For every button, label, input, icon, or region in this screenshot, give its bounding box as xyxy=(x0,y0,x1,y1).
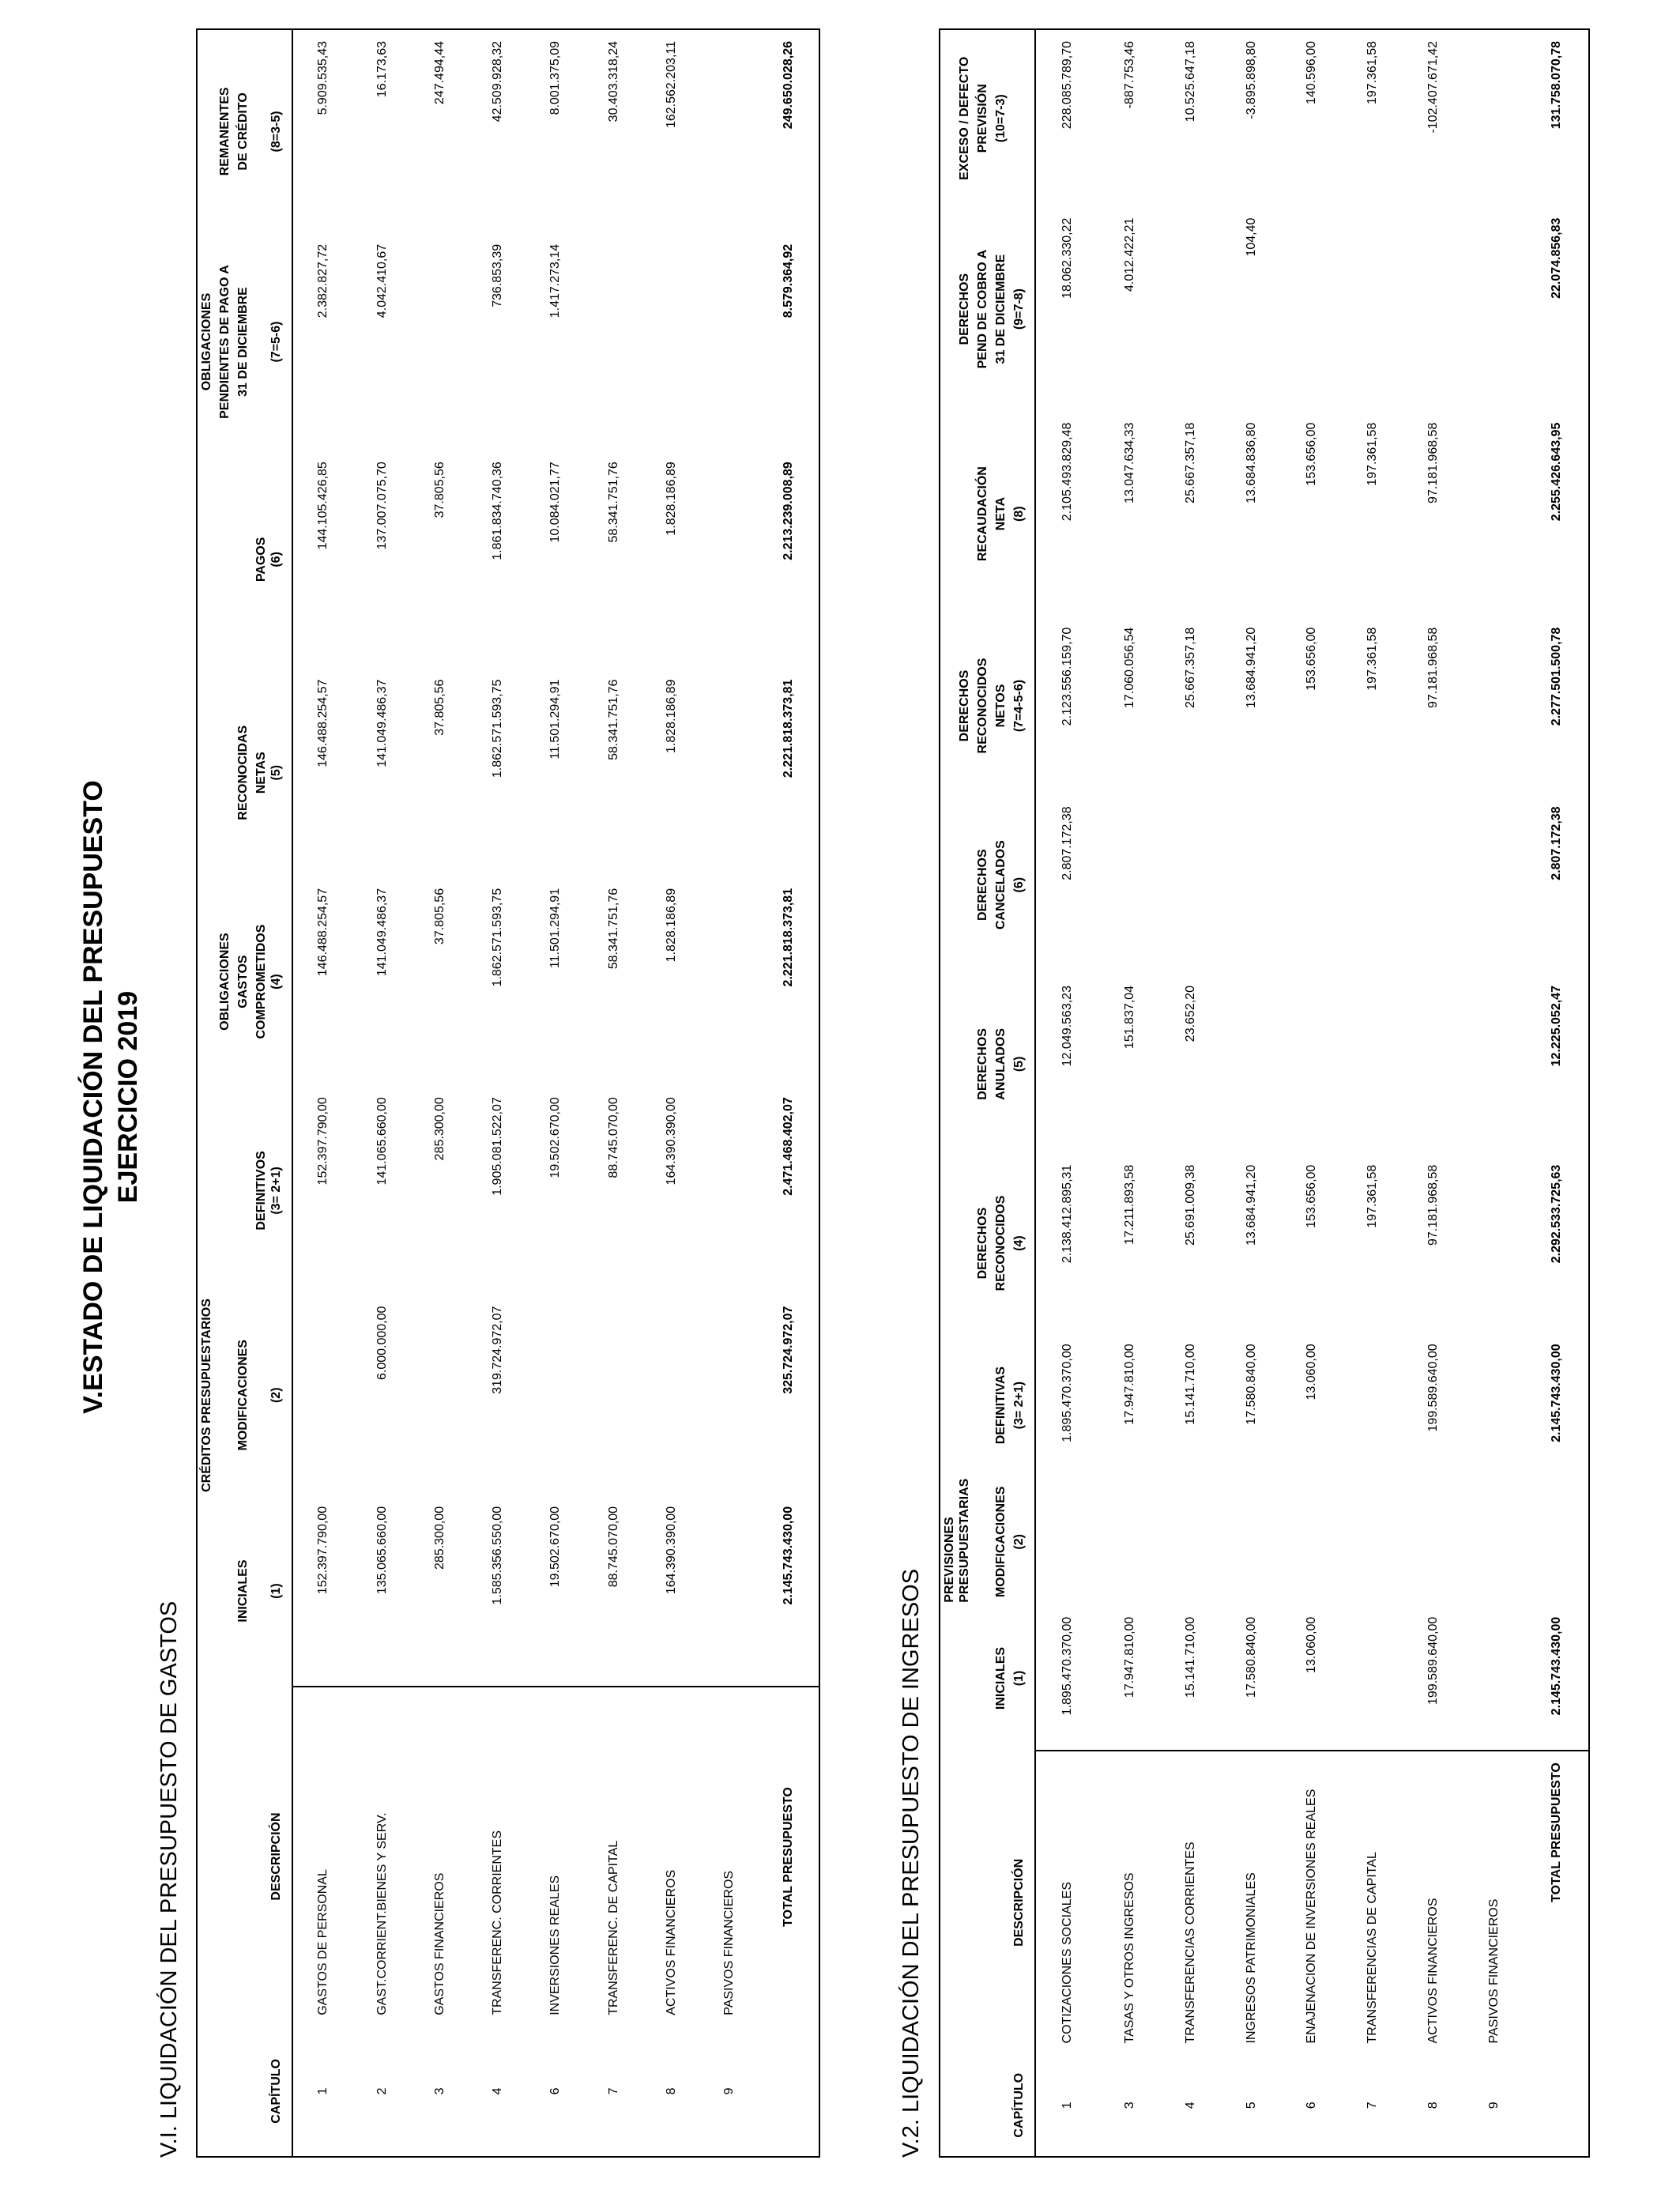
cell-iniciales: 1.895.470.370,00 xyxy=(1035,1606,1099,1751)
previsiones-group-header: PREVISIONES PRESUPUESTARIAS xyxy=(943,1478,971,1603)
cell-netos: 25.667.357,18 xyxy=(1183,627,1197,708)
table-row xyxy=(585,29,642,2157)
cell-iniciales: 152.397.790,00 xyxy=(292,1495,353,1687)
cell-recaudacion: 2.105.493.829,48 xyxy=(1060,422,1075,522)
cell-definitivas xyxy=(1343,1333,1403,1477)
exceso-header-line1: EXCESO / DEFECTO xyxy=(958,56,971,180)
cell-pendientes xyxy=(585,233,642,450)
ingresos-table-header xyxy=(940,29,1035,2157)
cell-modificaciones xyxy=(1221,1478,1282,1606)
cell-modificaciones xyxy=(700,1295,758,1495)
netos-header-line3: NETOS xyxy=(994,684,1008,728)
cancelados-header-line1: DERECHOS xyxy=(976,849,989,922)
pagos-header: PAGOS xyxy=(254,537,268,582)
cell-definitivas xyxy=(1464,1333,1525,1477)
netos-header-n: (7=4-5-6) xyxy=(1012,679,1026,733)
cell-iniciales: 199.589.640,00 xyxy=(1403,1606,1464,1751)
cell-descripcion: TRANSFERENC. CORRIENTES xyxy=(491,1830,505,2015)
total-iniciales: 2.145.743.430,00 xyxy=(1525,1606,1589,1751)
table-row xyxy=(1343,29,1403,2157)
cell-pagos: 58.341.751,76 xyxy=(606,462,620,543)
table-row xyxy=(1035,29,1099,2157)
total-definitivos: 2.471.468.402,07 xyxy=(781,1097,795,1196)
cell-netos: 153.656,00 xyxy=(1305,627,1319,691)
cell-cancelados xyxy=(1221,795,1282,974)
cell-recaudacion: 13.684.836,80 xyxy=(1244,422,1258,503)
cell-remanentes xyxy=(700,29,758,233)
cell-descripcion: ENAJENACION DE INVERSIONES REALES xyxy=(1305,1789,1319,2044)
cell-remanentes: 247.494,44 xyxy=(433,41,447,105)
total-label: TOTAL PRESUPUESTO xyxy=(781,1787,795,1927)
cell-modificaciones: 319.724.972,07 xyxy=(491,1306,505,1394)
table-row xyxy=(292,29,353,2157)
cell-definitivas: 13.060,00 xyxy=(1305,1344,1319,1400)
modificaciones-header: MODIFICACIONES xyxy=(994,1486,1008,1598)
anulados-header-line2: ANULADOS xyxy=(994,1028,1008,1100)
cell-pendientes xyxy=(700,233,758,450)
cell-obligaciones: 141.049.486,37 xyxy=(375,679,389,767)
cell-iniciales: 1.585.356.550,00 xyxy=(469,1495,527,1687)
cell-obligaciones: 37.805,56 xyxy=(433,679,447,736)
cell-definitivos xyxy=(700,1086,758,1295)
descripcion-header: DESCRIPCIÓN xyxy=(269,1812,283,1901)
pendientes-header-line3: 31 DE DICIEMBRE xyxy=(236,287,250,397)
iniciales-header: INICIALES xyxy=(236,1559,250,1623)
cell-definitivos: 152.397.790,00 xyxy=(316,1097,330,1186)
remanentes-header-n: (8=3-5) xyxy=(269,111,283,153)
cell-netos: 97.181.968,58 xyxy=(1426,627,1441,708)
total-exceso: 131.758.070,78 xyxy=(1549,41,1563,130)
cell-comprometidos: 1.828.186,89 xyxy=(664,888,678,963)
pend-header-line1: DERECHOS xyxy=(958,273,971,345)
cell-netos xyxy=(1464,616,1525,796)
cell-reconocidos: 25.691.009,38 xyxy=(1183,1164,1197,1246)
cell-remanentes: 42.509.928,32 xyxy=(491,41,505,123)
cell-iniciales: 285.300,00 xyxy=(411,1495,469,1687)
cell-descripcion: PASIVOS FINANCIEROS xyxy=(722,1870,736,2015)
total-definitivas: 2.145.743.430,00 xyxy=(1549,1344,1563,1442)
cell-obligaciones xyxy=(700,669,758,877)
cell-pendientes xyxy=(1464,207,1525,412)
cell-descripcion: TRANSFERENC. DE CAPITAL xyxy=(606,1840,620,2015)
cell-exceso: -887.753,46 xyxy=(1122,41,1136,109)
cell-modificaciones xyxy=(585,1295,642,1495)
cell-capitulo: 8 xyxy=(1403,2054,1464,2157)
cell-capitulo: 3 xyxy=(1099,2054,1160,2157)
total-pendientes: 8.579.364,92 xyxy=(781,243,795,319)
cell-reconocidos xyxy=(1464,1154,1525,1333)
obligaciones-header-line3: NETAS xyxy=(254,752,268,794)
cell-descripcion: PASIVOS FINANCIEROS xyxy=(1487,1898,1501,2044)
cell-anulados: 12.049.563,23 xyxy=(1060,986,1075,1067)
cell-capitulo: 2 xyxy=(353,2026,411,2157)
cell-descripcion: TRANSFERENCIAS DE CAPITAL xyxy=(1365,1852,1380,2044)
cell-pendientes xyxy=(1282,207,1343,412)
total-row xyxy=(759,29,819,2157)
total-iniciales: 2.145.743.430,00 xyxy=(759,1495,819,1687)
comprometidos-header-line1: GASTOS xyxy=(236,955,250,1008)
pendientes-header-line1: OBLIGACIONES xyxy=(200,292,213,391)
cell-exceso: -3.895.898,80 xyxy=(1244,41,1258,119)
cell-capitulo: 4 xyxy=(469,2026,527,2157)
total-modificaciones xyxy=(1525,1478,1589,1606)
cell-descripcion: GASTOS FINANCIEROS xyxy=(433,1872,447,2015)
cell-descripcion: COTIZACIONES SOCIALES xyxy=(1060,1882,1075,2044)
page-subtitle: EJERCICIO 2019 xyxy=(113,990,143,1204)
gastos-table xyxy=(196,28,820,2158)
cell-cancelados xyxy=(1099,795,1160,974)
cell-iniciales: 135.065.660,00 xyxy=(353,1495,411,1687)
table-row xyxy=(642,29,700,2157)
cell-recaudacion xyxy=(1464,412,1525,616)
cell-modificaciones xyxy=(1343,1478,1403,1606)
total-pagos: 2.213.239.008,89 xyxy=(781,462,795,560)
cell-iniciales: 88.745.070,00 xyxy=(585,1495,642,1687)
exceso-header-n: (10=7-3) xyxy=(994,94,1008,143)
cell-pagos: 37.805,56 xyxy=(433,462,447,518)
cell-cancelados xyxy=(1464,795,1525,974)
cell-comprometidos: 58.341.751,76 xyxy=(606,888,620,970)
cell-capitulo: 6 xyxy=(527,2026,585,2157)
cell-recaudacion: 197.361,58 xyxy=(1365,422,1380,486)
modificaciones-header: MODIFICACIONES xyxy=(236,1340,250,1451)
cell-modificaciones xyxy=(292,1295,353,1495)
cell-recaudacion: 13.047.634,33 xyxy=(1122,422,1136,503)
cell-anulados xyxy=(1343,974,1403,1154)
recaudacion-header-line2: NETA xyxy=(994,496,1008,531)
pendientes-header-line2: PENDIENTES DE PAGO A xyxy=(218,265,232,419)
cell-definitivos: 285.300,00 xyxy=(433,1097,447,1161)
cell-iniciales: 164.390.390,00 xyxy=(642,1495,700,1687)
cell-definitivas: 1.895.470.370,00 xyxy=(1060,1344,1075,1442)
cell-modificaciones xyxy=(527,1295,585,1495)
descripcion-header: DESCRIPCIÓN xyxy=(1012,1858,1026,1947)
iniciales-header: INICIALES xyxy=(994,1646,1008,1710)
total-remanentes: 249.650.028,26 xyxy=(781,41,795,130)
comprometidos-header-line2: COMPROMETIDOS xyxy=(254,924,268,1039)
cell-pendientes: 736.853,39 xyxy=(491,243,505,307)
total-label: TOTAL PRESUPUESTO xyxy=(1549,1762,1563,1902)
cell-anulados xyxy=(1282,974,1343,1154)
table-row xyxy=(527,29,585,2157)
table-row xyxy=(700,29,758,2157)
anulados-header-n: (5) xyxy=(1012,1056,1026,1072)
cell-cancelados xyxy=(1282,795,1343,974)
cell-pendientes xyxy=(1403,207,1464,412)
cell-descripcion: INGRESOS PATRIMONIALES xyxy=(1244,1872,1258,2044)
netos-header-line2: RECONOCIDOS xyxy=(976,658,989,754)
pend-header-n: (9=7-8) xyxy=(1012,288,1026,330)
cell-capitulo: 8 xyxy=(642,2026,700,2157)
cell-remanentes: 8.001.375,09 xyxy=(548,41,563,115)
table-row xyxy=(411,29,469,2157)
cell-descripcion: TRANSFERENCIAS CORRIENTES xyxy=(1183,1842,1197,2044)
gastos-table-header xyxy=(197,29,292,2157)
cell-pagos: 1.861.834.740,36 xyxy=(491,462,505,560)
cell-anulados xyxy=(1464,974,1525,1154)
cell-comprometidos: 141.049.486,37 xyxy=(375,888,389,977)
ingresos-section-title: V.2. LIQUIDACIÓN DEL PRESUPUESTO DE INGRESOS xyxy=(898,1568,924,2158)
obligaciones-header-line2: RECONOCIDAS xyxy=(236,725,250,820)
obligaciones-header-n: (5) xyxy=(269,764,283,781)
cell-pendientes: 1.417.273,14 xyxy=(548,243,563,319)
iniciales-header-n: (1) xyxy=(1012,1670,1026,1687)
remanentes-header-line1: REMANENTES xyxy=(218,87,232,176)
reconocidos-header-line1: DERECHOS xyxy=(976,1207,989,1280)
cell-iniciales: 19.502.670,00 xyxy=(527,1495,585,1687)
cell-exceso: -102.407.671,42 xyxy=(1426,41,1441,134)
cell-comprometidos xyxy=(700,877,758,1086)
cell-definitivos: 141.065.660,00 xyxy=(375,1097,389,1186)
pendientes-header-n: (7=5-6) xyxy=(269,321,283,363)
definitivas-header: DEFINITIVAS xyxy=(994,1366,1008,1445)
cell-pendientes: 2.382.827,72 xyxy=(316,243,330,319)
total-netos: 2.277.501.500,78 xyxy=(1549,627,1563,726)
exceso-header-line2: PREVISIÓN xyxy=(976,84,989,153)
cell-comprometidos: 1.862.571.593,75 xyxy=(491,888,505,987)
cell-exceso xyxy=(1464,29,1525,207)
pagos-header-n: (6) xyxy=(269,552,283,567)
page-title: V.ESTADO DE LIQUIDACIÓN DEL PRESUPUESTO xyxy=(78,780,108,1414)
cell-descripcion: GASTOS DE PERSONAL xyxy=(316,1869,330,2015)
cell-pendientes: 4.012.422,21 xyxy=(1122,217,1136,292)
cell-netos: 17.060.056,54 xyxy=(1122,627,1136,708)
total-cancelados: 2.807.172,38 xyxy=(1549,806,1563,880)
reconocidos-header-n: (4) xyxy=(1012,1235,1026,1251)
obligaciones-header-line1: OBLIGACIONES xyxy=(218,933,232,1031)
cell-netos: 2.123.556.159,70 xyxy=(1060,627,1075,726)
gastos-section-title: V.I. LIQUIDACIÓN DEL PRESUPUESTO DE GASTOS xyxy=(156,1600,182,2158)
cell-reconocidos: 13.684.941,20 xyxy=(1244,1164,1258,1246)
modificaciones-header-n: (2) xyxy=(1012,1534,1026,1550)
cell-pendientes: 4.042.410,67 xyxy=(375,243,389,319)
cell-pendientes xyxy=(411,233,469,450)
cell-iniciales xyxy=(700,1495,758,1687)
cell-recaudacion: 25.667.357,18 xyxy=(1183,422,1197,503)
pend-header-line2: PEND DE COBRO A xyxy=(976,249,989,369)
creditos-group-header: CRÉDITOS PRESUPUESTARIOS xyxy=(200,1299,213,1492)
netos-header-line1: DERECHOS xyxy=(958,669,971,742)
cancelados-header-line2: CANCELADOS xyxy=(994,840,1008,930)
cell-capitulo: 4 xyxy=(1160,2054,1221,2157)
table-row xyxy=(1221,29,1282,2157)
cell-exceso: 228.085.789,70 xyxy=(1060,41,1075,130)
cell-anulados xyxy=(1403,974,1464,1154)
table-row xyxy=(1160,29,1221,2157)
cell-obligaciones: 11.501.294,91 xyxy=(548,679,563,760)
table-row xyxy=(1403,29,1464,2157)
total-row xyxy=(1525,29,1589,2157)
modificaciones-header-n: (2) xyxy=(269,1387,283,1404)
cell-cancelados xyxy=(1403,795,1464,974)
remanentes-header-line2: DE CRÉDITO xyxy=(236,92,250,171)
cell-pagos xyxy=(700,450,758,668)
definitivos-header-n: (3= 2+1) xyxy=(269,1167,283,1215)
cell-anulados xyxy=(1221,974,1282,1154)
cell-modificaciones xyxy=(1099,1478,1160,1606)
cell-exceso: 10.525.647,18 xyxy=(1183,41,1197,123)
total-recaudacion: 2.255.426.643,95 xyxy=(1549,422,1563,522)
total-comprometidos: 2.221.818.373,81 xyxy=(781,888,795,987)
gastos-table-body xyxy=(292,29,819,2157)
cell-capitulo: 7 xyxy=(1343,2054,1403,2157)
table-row xyxy=(1099,29,1160,2157)
cell-obligaciones: 146.488.254,57 xyxy=(316,679,330,767)
cell-pendientes: 18.062.330,22 xyxy=(1060,217,1075,299)
cell-remanentes: 5.909.535,43 xyxy=(316,41,330,115)
cell-comprometidos: 37.805,56 xyxy=(433,888,447,945)
cell-modificaciones xyxy=(1160,1478,1221,1606)
anulados-header-line1: DERECHOS xyxy=(976,1028,989,1100)
cell-recaudacion: 153.656,00 xyxy=(1305,422,1319,486)
cell-pagos: 137.007.075,70 xyxy=(375,462,389,550)
cell-recaudacion: 97.181.968,58 xyxy=(1426,422,1441,503)
total-obligaciones: 2.221.818.373,81 xyxy=(781,679,795,778)
total-reconocidos: 2.292.533.725,63 xyxy=(1549,1164,1563,1264)
cell-iniciales: 17.947.810,00 xyxy=(1099,1606,1160,1751)
total-modificaciones: 325.724.972,07 xyxy=(781,1306,795,1394)
cell-modificaciones xyxy=(411,1295,469,1495)
cell-capitulo: 5 xyxy=(1221,2054,1282,2157)
table-row xyxy=(353,29,411,2157)
cell-remanentes: 30.403.318,24 xyxy=(606,41,620,123)
cell-cancelados xyxy=(1160,795,1221,974)
cell-descripcion: ACTIVOS FINANCIEROS xyxy=(664,1869,678,2015)
cell-comprometidos: 146.488.254,57 xyxy=(316,888,330,977)
iniciales-header-n: (1) xyxy=(269,1583,283,1599)
cell-anulados: 23.652,20 xyxy=(1183,986,1197,1042)
cell-netos: 197.361,58 xyxy=(1365,627,1380,691)
cell-modificaciones xyxy=(642,1295,700,1495)
cell-definitivas: 17.580.840,00 xyxy=(1244,1344,1258,1425)
cell-capitulo: 6 xyxy=(1282,2054,1343,2157)
cell-descripcion: INVERSIONES REALES xyxy=(548,1875,563,2015)
cell-definitivos: 1.905.081.522,07 xyxy=(491,1097,505,1196)
total-pendientes: 22.074.856,83 xyxy=(1549,217,1563,299)
cell-iniciales xyxy=(1343,1606,1403,1751)
table-row xyxy=(1282,29,1343,2157)
cell-exceso: 197.361,58 xyxy=(1365,41,1380,105)
ingresos-table xyxy=(939,28,1590,2158)
cell-pagos: 10.084.021,77 xyxy=(548,462,563,543)
cell-iniciales: 17.580.840,00 xyxy=(1221,1606,1282,1751)
cell-obligaciones: 1.828.186,89 xyxy=(664,679,678,753)
cell-modificaciones xyxy=(1464,1478,1525,1606)
cell-pendientes xyxy=(642,233,700,450)
recaudacion-header-line1: RECAUDACIÓN xyxy=(976,466,989,562)
cell-capitulo: 1 xyxy=(1035,2054,1099,2157)
cell-capitulo: 1 xyxy=(292,2026,353,2157)
cell-definitivos: 88.745.070,00 xyxy=(606,1097,620,1178)
cell-netos: 13.684.941,20 xyxy=(1244,627,1258,708)
cell-definitivas: 199.589.640,00 xyxy=(1426,1344,1441,1432)
cell-remanentes: 162.562.203,11 xyxy=(664,41,678,129)
cell-obligaciones: 1.862.571.593,75 xyxy=(491,679,505,778)
total-anulados: 12.225.052,47 xyxy=(1549,986,1563,1067)
cell-anulados: 151.837,04 xyxy=(1122,986,1136,1050)
cell-descripcion: GAST.CORRIENT.BIENES Y SERV. xyxy=(375,1812,389,2015)
cell-iniciales xyxy=(1464,1606,1525,1751)
cancelados-header-n: (6) xyxy=(1012,876,1026,893)
cell-capitulo: 9 xyxy=(700,2026,758,2157)
cell-capitulo: 7 xyxy=(585,2026,642,2157)
cell-reconocidos: 2.138.412.895,31 xyxy=(1060,1164,1075,1264)
definitivos-header: DEFINITIVOS xyxy=(254,1151,268,1231)
capitulo-header: CAPÍTULO xyxy=(1012,2072,1026,2138)
definitivas-header-n: (3= 2+1) xyxy=(1012,1381,1026,1430)
cell-definitivos: 19.502.670,00 xyxy=(548,1097,563,1178)
cell-pagos: 1.828.186,89 xyxy=(664,462,678,536)
pend-header-line3: 31 DE DICIEMBRE xyxy=(994,254,1008,364)
cell-reconocidos: 97.181.968,58 xyxy=(1426,1164,1441,1246)
cell-modificaciones xyxy=(1035,1478,1099,1606)
cell-reconocidos: 153.656,00 xyxy=(1305,1164,1319,1228)
cell-cancelados xyxy=(1343,795,1403,974)
cell-pendientes: 104,40 xyxy=(1244,217,1258,257)
cell-capitulo: 3 xyxy=(411,2026,469,2157)
reconocidos-header-line2: RECONOCIDOS xyxy=(994,1195,1008,1291)
cell-descripcion: TASAS Y OTROS INGRESOS xyxy=(1122,1872,1136,2044)
cell-pendientes xyxy=(1160,207,1221,412)
comprometidos-header-n: (4) xyxy=(269,974,283,990)
cell-comprometidos: 11.501.294,91 xyxy=(548,888,563,969)
table-row xyxy=(469,29,527,2157)
capitulo-header: CAPÍTULO xyxy=(269,2059,283,2124)
cell-iniciales: 15.141.710,00 xyxy=(1160,1606,1221,1751)
cell-definitivos: 164.390.390,00 xyxy=(664,1097,678,1186)
cell-iniciales: 13.060,00 xyxy=(1282,1606,1343,1751)
table-row xyxy=(1464,29,1525,2157)
cell-capitulo: 9 xyxy=(1464,2054,1525,2157)
cell-definitivas: 15.141.710,00 xyxy=(1183,1344,1197,1425)
cell-obligaciones: 58.341.751,76 xyxy=(606,679,620,760)
cell-pendientes xyxy=(1343,207,1403,412)
cell-reconocidos: 17.211.893,58 xyxy=(1122,1164,1136,1245)
cell-remanentes: 16.173,63 xyxy=(375,41,389,98)
cell-descripcion: ACTIVOS FINANCIEROS xyxy=(1426,1898,1441,2044)
ingresos-table-body xyxy=(1035,29,1589,2157)
cell-definitivas: 17.947.810,00 xyxy=(1122,1344,1136,1425)
cell-cancelados: 2.807.172,38 xyxy=(1060,806,1075,880)
cell-modificaciones: 6.000.000,00 xyxy=(375,1306,389,1380)
cell-modificaciones xyxy=(1282,1478,1343,1606)
cell-modificaciones xyxy=(1403,1478,1464,1606)
cell-pagos: 144.105.426,85 xyxy=(316,462,330,550)
recaudacion-header-n: (8) xyxy=(1012,506,1026,522)
cell-exceso: 140.596,00 xyxy=(1305,41,1319,105)
cell-reconocidos: 197.361,58 xyxy=(1365,1164,1380,1228)
